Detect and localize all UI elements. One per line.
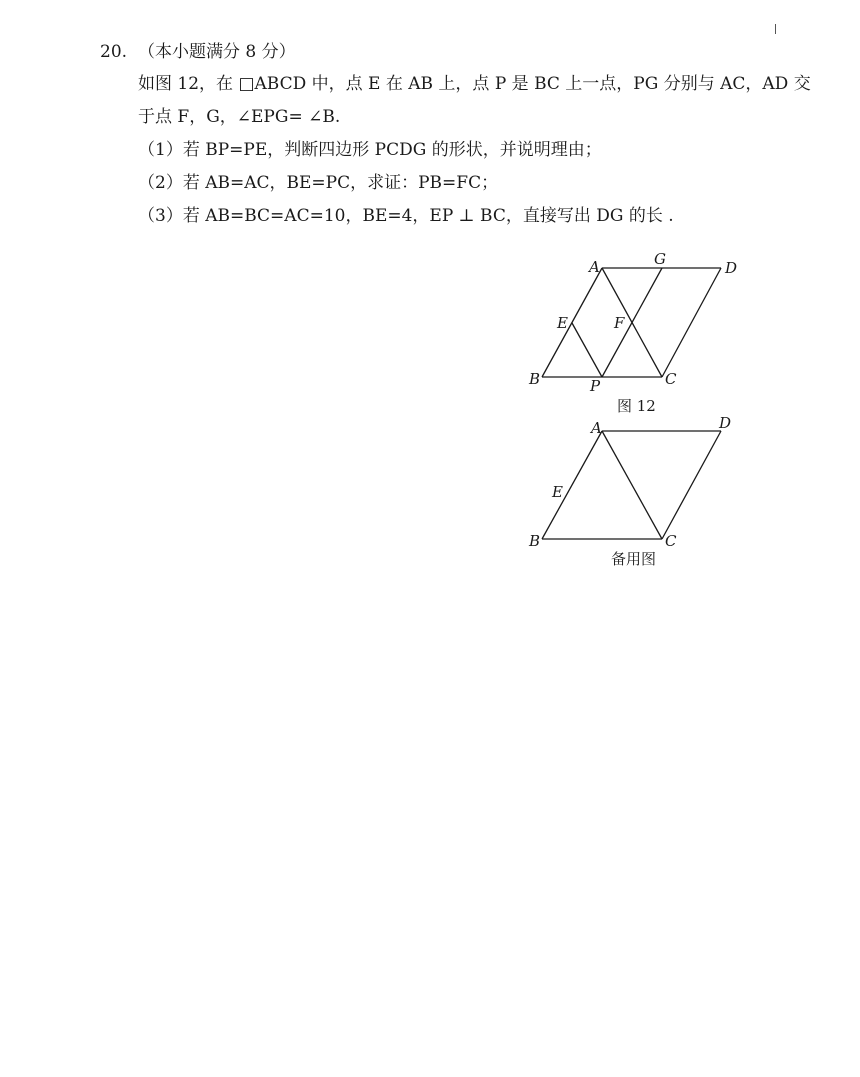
label-c: C: [665, 370, 677, 388]
label-b: B: [529, 370, 541, 388]
geometry-figures: [520, 245, 770, 575]
figure-backup-caption: 备用图: [611, 550, 657, 568]
figure-12: [542, 268, 721, 377]
label-a-2: A: [591, 419, 602, 437]
figure-backup: [542, 431, 721, 539]
question-body-line-1: 如图 12，在 □ABCD 中，点 E 在 AB 上，点 P 是 BC 上一点，PG 分别与 AC，AD 交: [138, 74, 811, 94]
label-f: F: [614, 314, 625, 332]
question-part-1: （1）若 BP=PE，判断四边形 PCDG 的形状，并说明理由；: [138, 140, 602, 160]
segment-dc-2: [662, 431, 721, 539]
question-part-3: （3）若 AB=BC=AC=10，BE=4，EP ⊥ BC，直接写出 DG 的长 .: [138, 206, 674, 226]
figure-backup-labels: [528, 414, 731, 568]
label-e-2: E: [552, 483, 563, 501]
question-part-2: （2）若 AB=AC，BE=PC，求证：PB=FC；: [138, 173, 499, 193]
label-d: D: [725, 259, 738, 277]
segment-ba-2: [542, 431, 602, 539]
question-header: （本小题满分 8 分）: [138, 42, 296, 62]
label-a: A: [589, 258, 600, 276]
segment-dc: [662, 268, 721, 377]
label-p: P: [590, 377, 601, 395]
segment-ac-2: [602, 431, 662, 539]
question-body-line-2: 于点 F，G，∠EPG= ∠B.: [138, 107, 341, 127]
label-b-2: B: [529, 532, 541, 550]
label-e: E: [557, 314, 568, 332]
label-c-2: C: [665, 532, 677, 550]
edge-mark: [775, 24, 776, 34]
figure-12-caption: 图 12: [617, 397, 656, 415]
question-number: 20.: [100, 42, 128, 62]
figure-12-labels: [528, 250, 737, 415]
label-g: G: [654, 250, 666, 268]
label-d-2: D: [719, 414, 732, 432]
segment-ep: [572, 323, 602, 377]
